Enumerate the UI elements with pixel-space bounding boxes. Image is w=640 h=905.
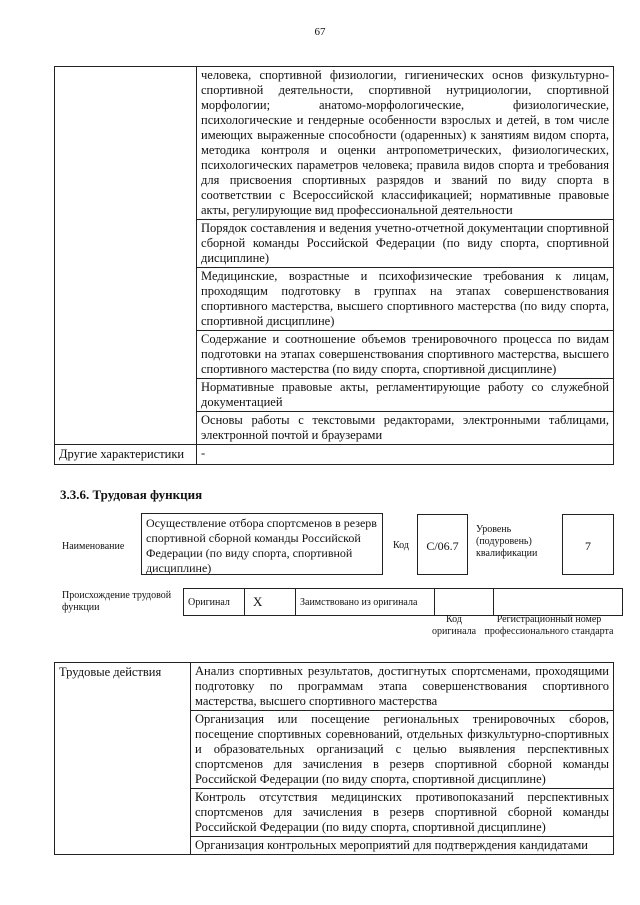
code-value: C/06.7 [417,514,468,575]
registration-number-cell [494,589,623,616]
labor-action-row: Анализ спортивных результатов, достигнутых спортсменами, проходящими подготовку по программам этапа совершенствования спортивного мастерства, высшего спортивного мастерства [191,663,614,711]
origin-table [183,588,623,616]
knowledge-label-cell [55,67,197,445]
name-label: Наименование [62,541,125,552]
original-code-caption: Код оригинала [431,614,477,637]
original-label: Оригинал [184,589,245,616]
labor-action-row: Организация контрольных мероприятий для подтверждения кандидатами [191,837,614,855]
labor-actions-table [54,662,614,855]
other-characteristics-value: - [197,445,614,465]
knowledge-row: человека, спортивной физиологии, гигиенических основ физкультурно-спортивной деятельности, спортивной нутрициологии, спортивной морфологии; анатомо-морфологические, физиологические, психологические и гендерные особенности взрослых и детей, в том числе имеющих выраженные способности (одаренных) к занятиям видом спорта, методика контроля и оценки антропометрических, физиологических, психологических параметров человека; правила видов спорта и требования для присвоения спортивных разрядов и званий по виду спорта в соответствии с Всероссийской классификацией; нормативные правовые акты, регулирующие вид профессиональной деятельности [197,67,614,220]
code-label: Код [393,540,409,551]
qualification-level-label: Уровень (подуровень) квалификации [476,524,538,559]
knowledge-table [54,66,614,465]
labor-actions-label: Трудовые действия [55,663,191,855]
other-characteristics-label: Другие характеристики [55,445,197,465]
section-heading: 3.3.6. Трудовая функция [60,487,203,502]
original-code-cell [435,589,494,616]
labor-action-row: Организация или посещение региональных тренировочных сборов, посещение спортивных соревнований, отдельных физкультурно-спортивных и образовательных организаций с целью выявления перспективных спортсменов для зачисления в резерв спортивной сборной команды Российской Федерации (по виду спорта, спортивной дисциплине) [191,711,614,789]
borrowed-label: Заимствовано из оригинала [296,589,435,616]
knowledge-row: Основы работы с текстовыми редакторами, электронными таблицами, электронной почтой и браузерами [197,412,614,445]
knowledge-row: Медицинские, возрастные и психофизические требования к лицам, проходящим подготовку в группах на этапах совершенствования спортивного мастерства, высшего спортивного мастерства (по виду спорта, спортивной дисциплине) [197,268,614,331]
labor-action-row: Контроль отсутствия медицинских противопоказаний перспективных спортсменов для зачисления в резерв спортивной сборной команды Российской Федерации (по виду спорта, спортивной дисциплине) [191,789,614,837]
page-number: 67 [314,26,326,38]
qualification-level-value: 7 [562,514,614,575]
knowledge-row: Содержание и соотношение объемов тренировочного процесса по видам подготовки на этапах совершенствования спортивного мастерства, высшего спортивного мастерства (по виду спорта, спортивной дисциплине) [197,331,614,379]
original-mark: X [245,589,296,616]
knowledge-row: Нормативные правовые акты, регламентирующие работу со служебной документацией [197,379,614,412]
function-name: Осуществление отбора спортсменов в резерв спортивной сборной команды Российской Федерации (по виду спорта, спортивной дисциплине) [141,513,383,575]
origin-label: Происхождение трудовой функции [62,590,172,613]
registration-number-caption: Регистрационный номер профессионального стандарта [484,614,614,637]
knowledge-row: Порядок составления и ведения учетно-отчетной документации спортивной сборной команды Российской Федерации (по виду спорта, спортивной дисциплине) [197,220,614,268]
